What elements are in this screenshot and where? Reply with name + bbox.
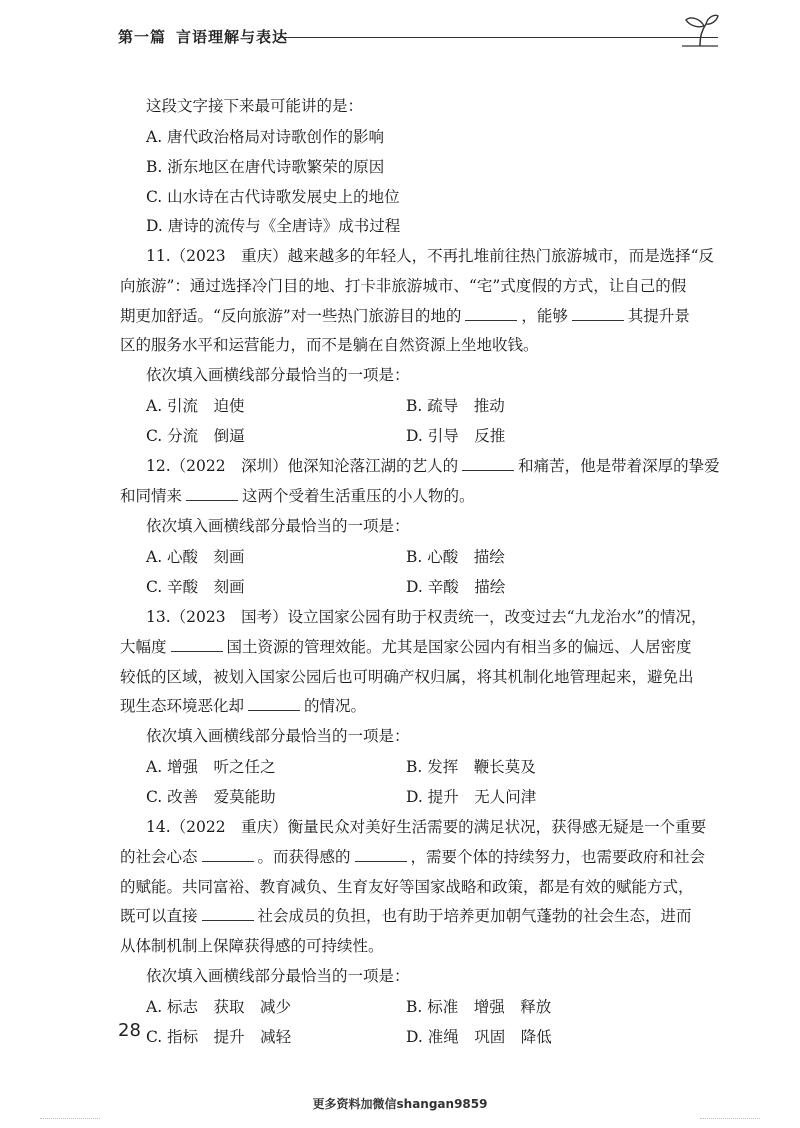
q14-line5: 从体制机制上保障获得感的可持续性。 — [120, 937, 384, 955]
q13-line3: 较低的区域，被划入国家公园后也可明确产权归属，将其机制化地管理起来，避免出 — [120, 668, 694, 686]
answer-blank — [572, 308, 624, 321]
scan-edge — [700, 1118, 760, 1120]
header-rule — [278, 37, 718, 38]
running-header — [118, 20, 728, 50]
q12-prompt: 依次填入画横线部分最恰当的一项是： — [146, 517, 410, 535]
answer-blank — [202, 849, 254, 862]
q14-option-b: B. 标准 增强 释放 — [406, 998, 552, 1016]
q14-line4: 既可以直接 社会成员的负担，也有助于培养更加朝气蓬勃的社会生态，进而 — [120, 907, 692, 925]
q13-line1: 13.（2023 国考）设立国家公园有助于权责统一，改变过去“九龙治水”的情况， — [146, 608, 707, 626]
q11-prompt: 依次填入画横线部分最恰当的一项是： — [146, 366, 410, 384]
q13-option-d: D. 提升 无人问津 — [406, 788, 537, 806]
answer-blank — [355, 849, 407, 862]
answer-blank — [171, 639, 223, 652]
scan-edge — [40, 1118, 100, 1120]
q11-line2: 向旅游”：通过选择冷门目的地、打卡非旅游城市、“宅”式度假的方式，让自己的假 — [120, 277, 687, 295]
q13-prompt: 依次填入画横线部分最恰当的一项是： — [146, 727, 410, 745]
q11-line3: 期更加舒适。“反向旅游”对一些热门旅游目的地的 ，能够 其提升景 — [120, 307, 690, 325]
q14-option-d: D. 准绳 巩固 降低 — [406, 1028, 552, 1046]
q14-prompt: 依次填入画横线部分最恰当的一项是： — [146, 967, 410, 985]
q10-option-b: B. 浙东地区在唐代诗歌繁荣的原因 — [146, 158, 385, 176]
q12-option-a: A. 心酸 刻画 — [146, 548, 245, 566]
answer-blank — [248, 698, 300, 711]
q10-option-c: C. 山水诗在古代诗歌发展史上的地位 — [146, 188, 400, 206]
q12-line2: 和同情来 这两个受着生活重压的小人物的。 — [120, 487, 475, 505]
section-label: 第一篇 — [118, 28, 167, 46]
chapter-title: 言语理解与表达 — [176, 28, 289, 46]
q14-option-a: A. 标志 获取 减少 — [146, 998, 292, 1016]
q11-line1: 11.（2023 重庆）越来越多的年轻人，不再扎堆前往热门旅游城市，而是选择“反 — [146, 247, 715, 265]
answer-blank — [462, 458, 514, 471]
page-number: 28 — [118, 1020, 141, 1041]
answer-blank — [186, 488, 238, 501]
q14-line3: 的赋能。共同富裕、教育减负、生育友好等国家战略和政策，都是有效的赋能方式， — [120, 878, 694, 896]
q14-line1: 14.（2022 重庆）衡量民众对美好生活需要的满足状况，获得感无疑是一个重要 — [146, 818, 707, 836]
q11-option-d: D. 引导 反推 — [406, 427, 506, 445]
q14-line2: 的社会心态 。而获得感的 ，需要个体的持续努力，也需要政府和社会 — [120, 848, 706, 866]
q13-option-c: C. 改善 爱莫能助 — [146, 788, 276, 806]
q11-option-c: C. 分流 倒逼 — [146, 427, 245, 445]
q13-line2: 大幅度 国土资源的管理效能。尤其是国家公园内有相当多的偏远、人居密度 — [120, 638, 692, 656]
q12-option-c: C. 辛酸 刻画 — [146, 578, 245, 596]
q10-stem: 这段文字接下来最可能讲的是： — [146, 97, 364, 115]
answer-blank — [202, 908, 254, 921]
q12-option-d: D. 辛酸 描绘 — [406, 578, 506, 596]
footer-watermark: 更多资料加微信shangan9859 — [312, 1097, 488, 1111]
q10-option-a: A. 唐代政治格局对诗歌创作的影响 — [146, 128, 385, 146]
q13-option-a: A. 增强 听之任之 — [146, 758, 276, 776]
q14-option-c: C. 指标 提升 减轻 — [146, 1028, 292, 1046]
q12-option-b: B. 心酸 描绘 — [406, 548, 505, 566]
q11-option-b: B. 疏导 推动 — [406, 397, 505, 415]
q13-line4: 现生态环境恶化却 的情况。 — [120, 697, 367, 715]
sprout-icon — [680, 12, 720, 48]
q11-option-a: A. 引流 迫使 — [146, 397, 245, 415]
q10-option-d: D. 唐诗的流传与《全唐诗》成书过程 — [146, 217, 401, 235]
answer-blank — [465, 308, 517, 321]
q12-line1: 12.（2022 深圳）他深知沦落江湖的艺人的 和痛苦，他是带着深厚的挚爱 — [146, 457, 720, 475]
q13-option-b: B. 发挥 鞭长莫及 — [406, 758, 536, 776]
q11-line4: 区的服务水平和运营能力，而不是躺在自然资源上坐地收钱。 — [120, 336, 539, 354]
